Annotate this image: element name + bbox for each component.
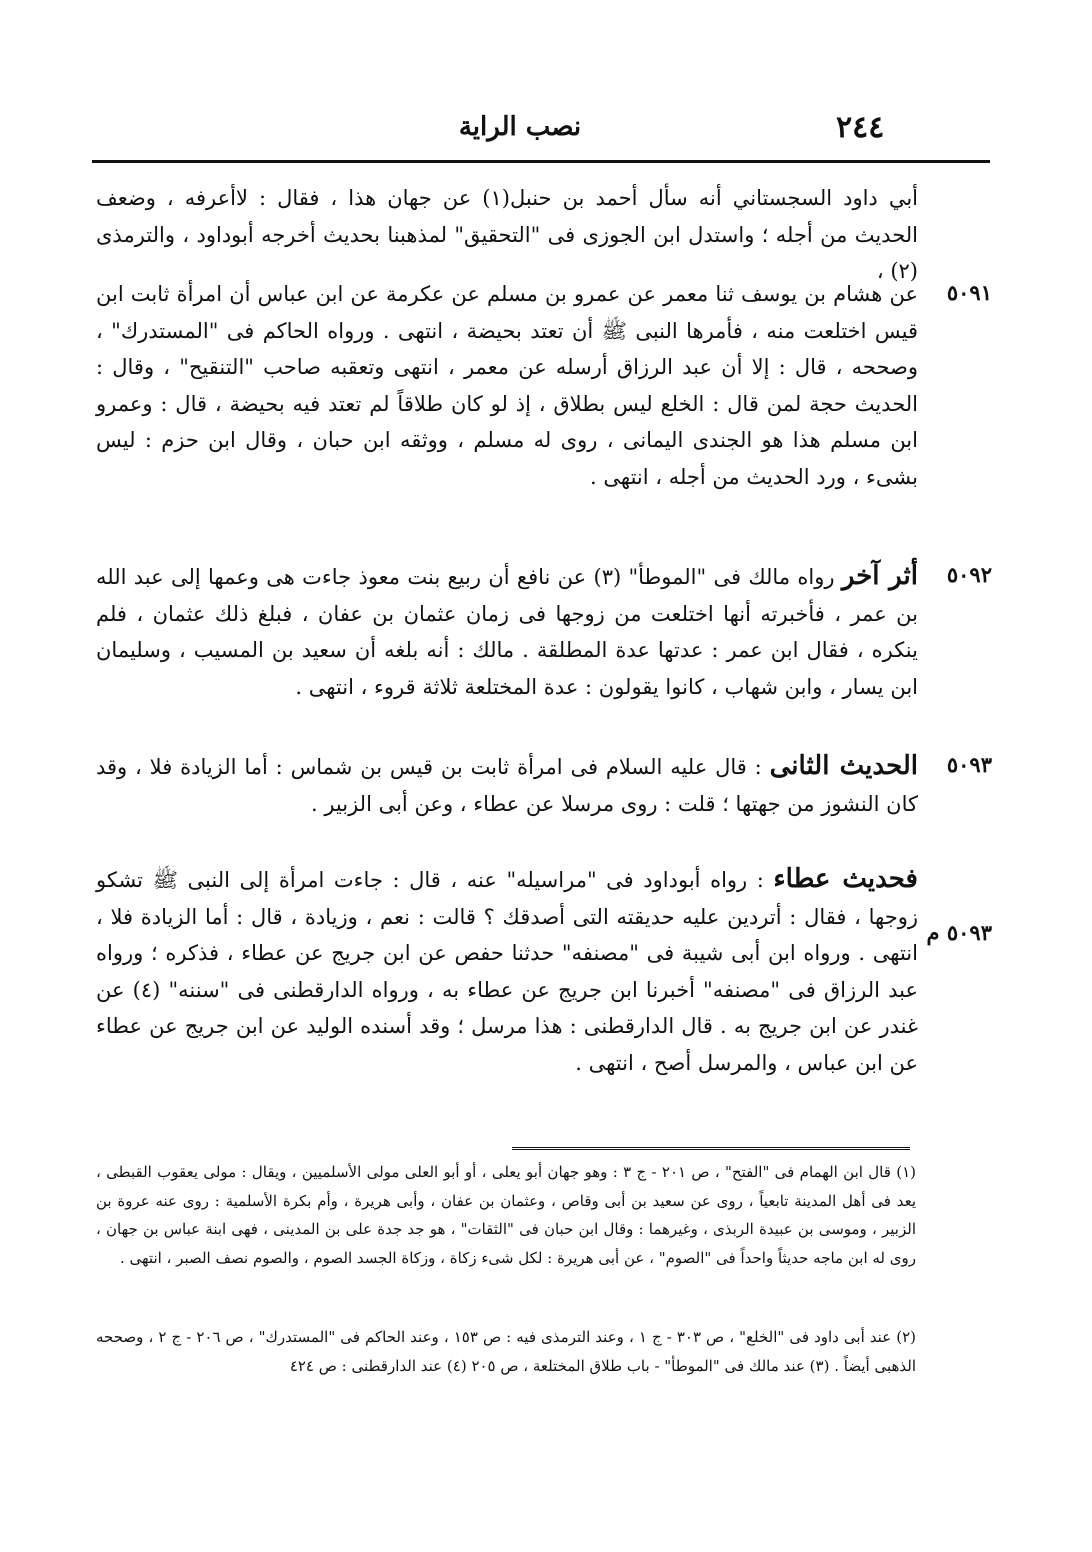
intro-paragraph: أبي داود السجستاني أنه سأل أحمد بن حنبل(١) عن جهان هذا ، فقال : لاأعرفه ، وضعف الحديث من أجله ؛ واستدل ابن الجوزى فى "التحقيق" لمذهبنا بحديث أخرجه أبوداود ، والترمذى (٢) ، <box>96 186 919 283</box>
hadith-5093-heading: الحديث الثانى <box>769 751 918 781</box>
footnote-1: (١) قال ابن الهمام فى "الفتح" ، ص ٢٠١ - ج ٣ : وهو جهان أبو يعلى ، أو أبو العلى مولى الأسلميين ، ويقال : مولى يعقوب القبطى ، يعد فى أهل المدينة تابعياً ، روى عن سعيد بن أبى وقاص ، وعثمان بن عفان ، وأبى هريرة ، وأم بكرة الأسلمية : روى عنه عروة بن الزبير ، وموسى بن عبيدة الربذى ، وغيرهما : وقال ابن حبان فى "الثقات" ، هو جد جدة على بن المدينى ، فهى ابنة عباس بن جهان ، روى له ابن ماجه حديثاً واحداً فى "الصوم" ، عن أبى هريرة : لكل شىء زكاة ، وزكاة الجسد الصوم ، والصوم نصف الصبر ، انتهى . <box>96 1163 916 1267</box>
header-rule <box>92 160 990 163</box>
running-head-title: نصب الراية <box>458 112 582 142</box>
footnote-rule <box>512 1147 910 1150</box>
hadith-5092-heading: أثر آخر <box>841 561 918 591</box>
hadith-number-5092: ٥٠٩٢ <box>946 562 992 587</box>
hadith-5092-paragraph <box>96 558 918 705</box>
hadith-number-5091: ٥٠٩١ <box>946 280 992 305</box>
hadith-5093m-paragraph <box>96 861 918 1081</box>
hadith-5093-paragraph <box>96 748 918 822</box>
hadith-5093m-heading: فحديث عطاء <box>773 864 918 894</box>
footnote-2-3-4: (٢) عند أبى داود فى "الخلع" ، ص ٣٠٣ - ج ١ ، وعند الترمذى فيه : ص ١٥٣ ، وعند الحاكم فى "المستدرك" ، ص ٢٠٦ - ج ٢ ، وصححه الذهبى أيضاً . (٣) عند مالك فى "الموطأ" - باب طلاق المختلعة ، ص ٢٠٥ (٤) عند الدارقطنى : ص ٤٢٤ <box>96 1328 916 1375</box>
hadith-number-5093m: ٥٠٩٣ م <box>926 920 992 945</box>
hadith-5093m-text: : رواه أبوداود فى "مراسيله" عنه ، قال : جاءت امرأة إلى النبى ﷺ تشكو زوجها ، فقال : أتردين عليه حديقته التى أصدقك ؟ قالت : نعم ، وزيادة ، قال : أما الزيادة فلا ، انتهى . ورواه ابن أبى شيبة فى "مصنفه" حدثنا حفص عن ابن جريج عن عطاء ، فذكره ؛ ورواه عبد الرزاق فى "مصنفه" أخبرنا ابن جريج عن عطاء به ، ورواه الدارقطنى فى "سننه" (٤) عن غندر عن ابن جريج به . قال الدارقطنى : هذا مرسل ؛ وقد أسنده الوليد عن ابن جريج عن عطاء عن ابن عباس ، والمرسل أصح ، انتهى . <box>96 868 918 1075</box>
hadith-number-5093: ٥٠٩٣ <box>946 752 992 777</box>
hadith-5092-text: رواه مالك فى "الموطأ" (٣) عن نافع أن ربيع بنت معوذ جاءت هى وعمها إلى عبد الله بن عمر ، فأخبرته أنها اختلعت من زوجها فى زمان عثمان بن عفان ، فبلغ ذلك عثمان ، فلم ينكره ، فقال ابن عمر : عدتها عدة المطلقة . مالك : أنه بلغه أن سعيد بن المسيب ، وسليمان ابن يسار ، وابن شهاب ، كانوا يقولون : عدة المختلعة ثلاثة قروء ، انتهى . <box>96 565 918 699</box>
hadith-5093-text: : قال عليه السلام فى امرأة ثابت بن قيس بن شماس : أما الزيادة فلا ، وقد كان النشوز من جهتها ؛ قلت : روى مرسلا عن عطاء ، وعن أبى الزبير . <box>96 755 918 816</box>
page-number: ٢٤٤ <box>836 110 885 145</box>
hadith-5091-text: عن هشام بن يوسف ثنا معمر عن عمرو بن مسلم عن عكرمة عن ابن عباس أن امرأة ثابت ابن قيس اختلعت منه ، فأمرها النبى ﷺ أن تعتد بحيضة ، انتهى . ورواه الحاكم فى "المستدرك" ، وصححه ، قال : إلا أن عبد الرزاق أرسله عن معمر ، انتهى وتعقبه صاحب "التنقيح" ، وقال : الحديث حجة لمن قال : الخلع ليس بطلاق ، إذ لو كان طلاقاً لم تعتد فيه بحيضة ، قال : وعمرو ابن مسلم هذا هو الجندى اليمانى ، روى له مسلم ، ووثقه ابن حبان ، وقال ابن حزم : ليس بشىء ، ورد الحديث من أجله ، انتهى . <box>96 282 918 489</box>
